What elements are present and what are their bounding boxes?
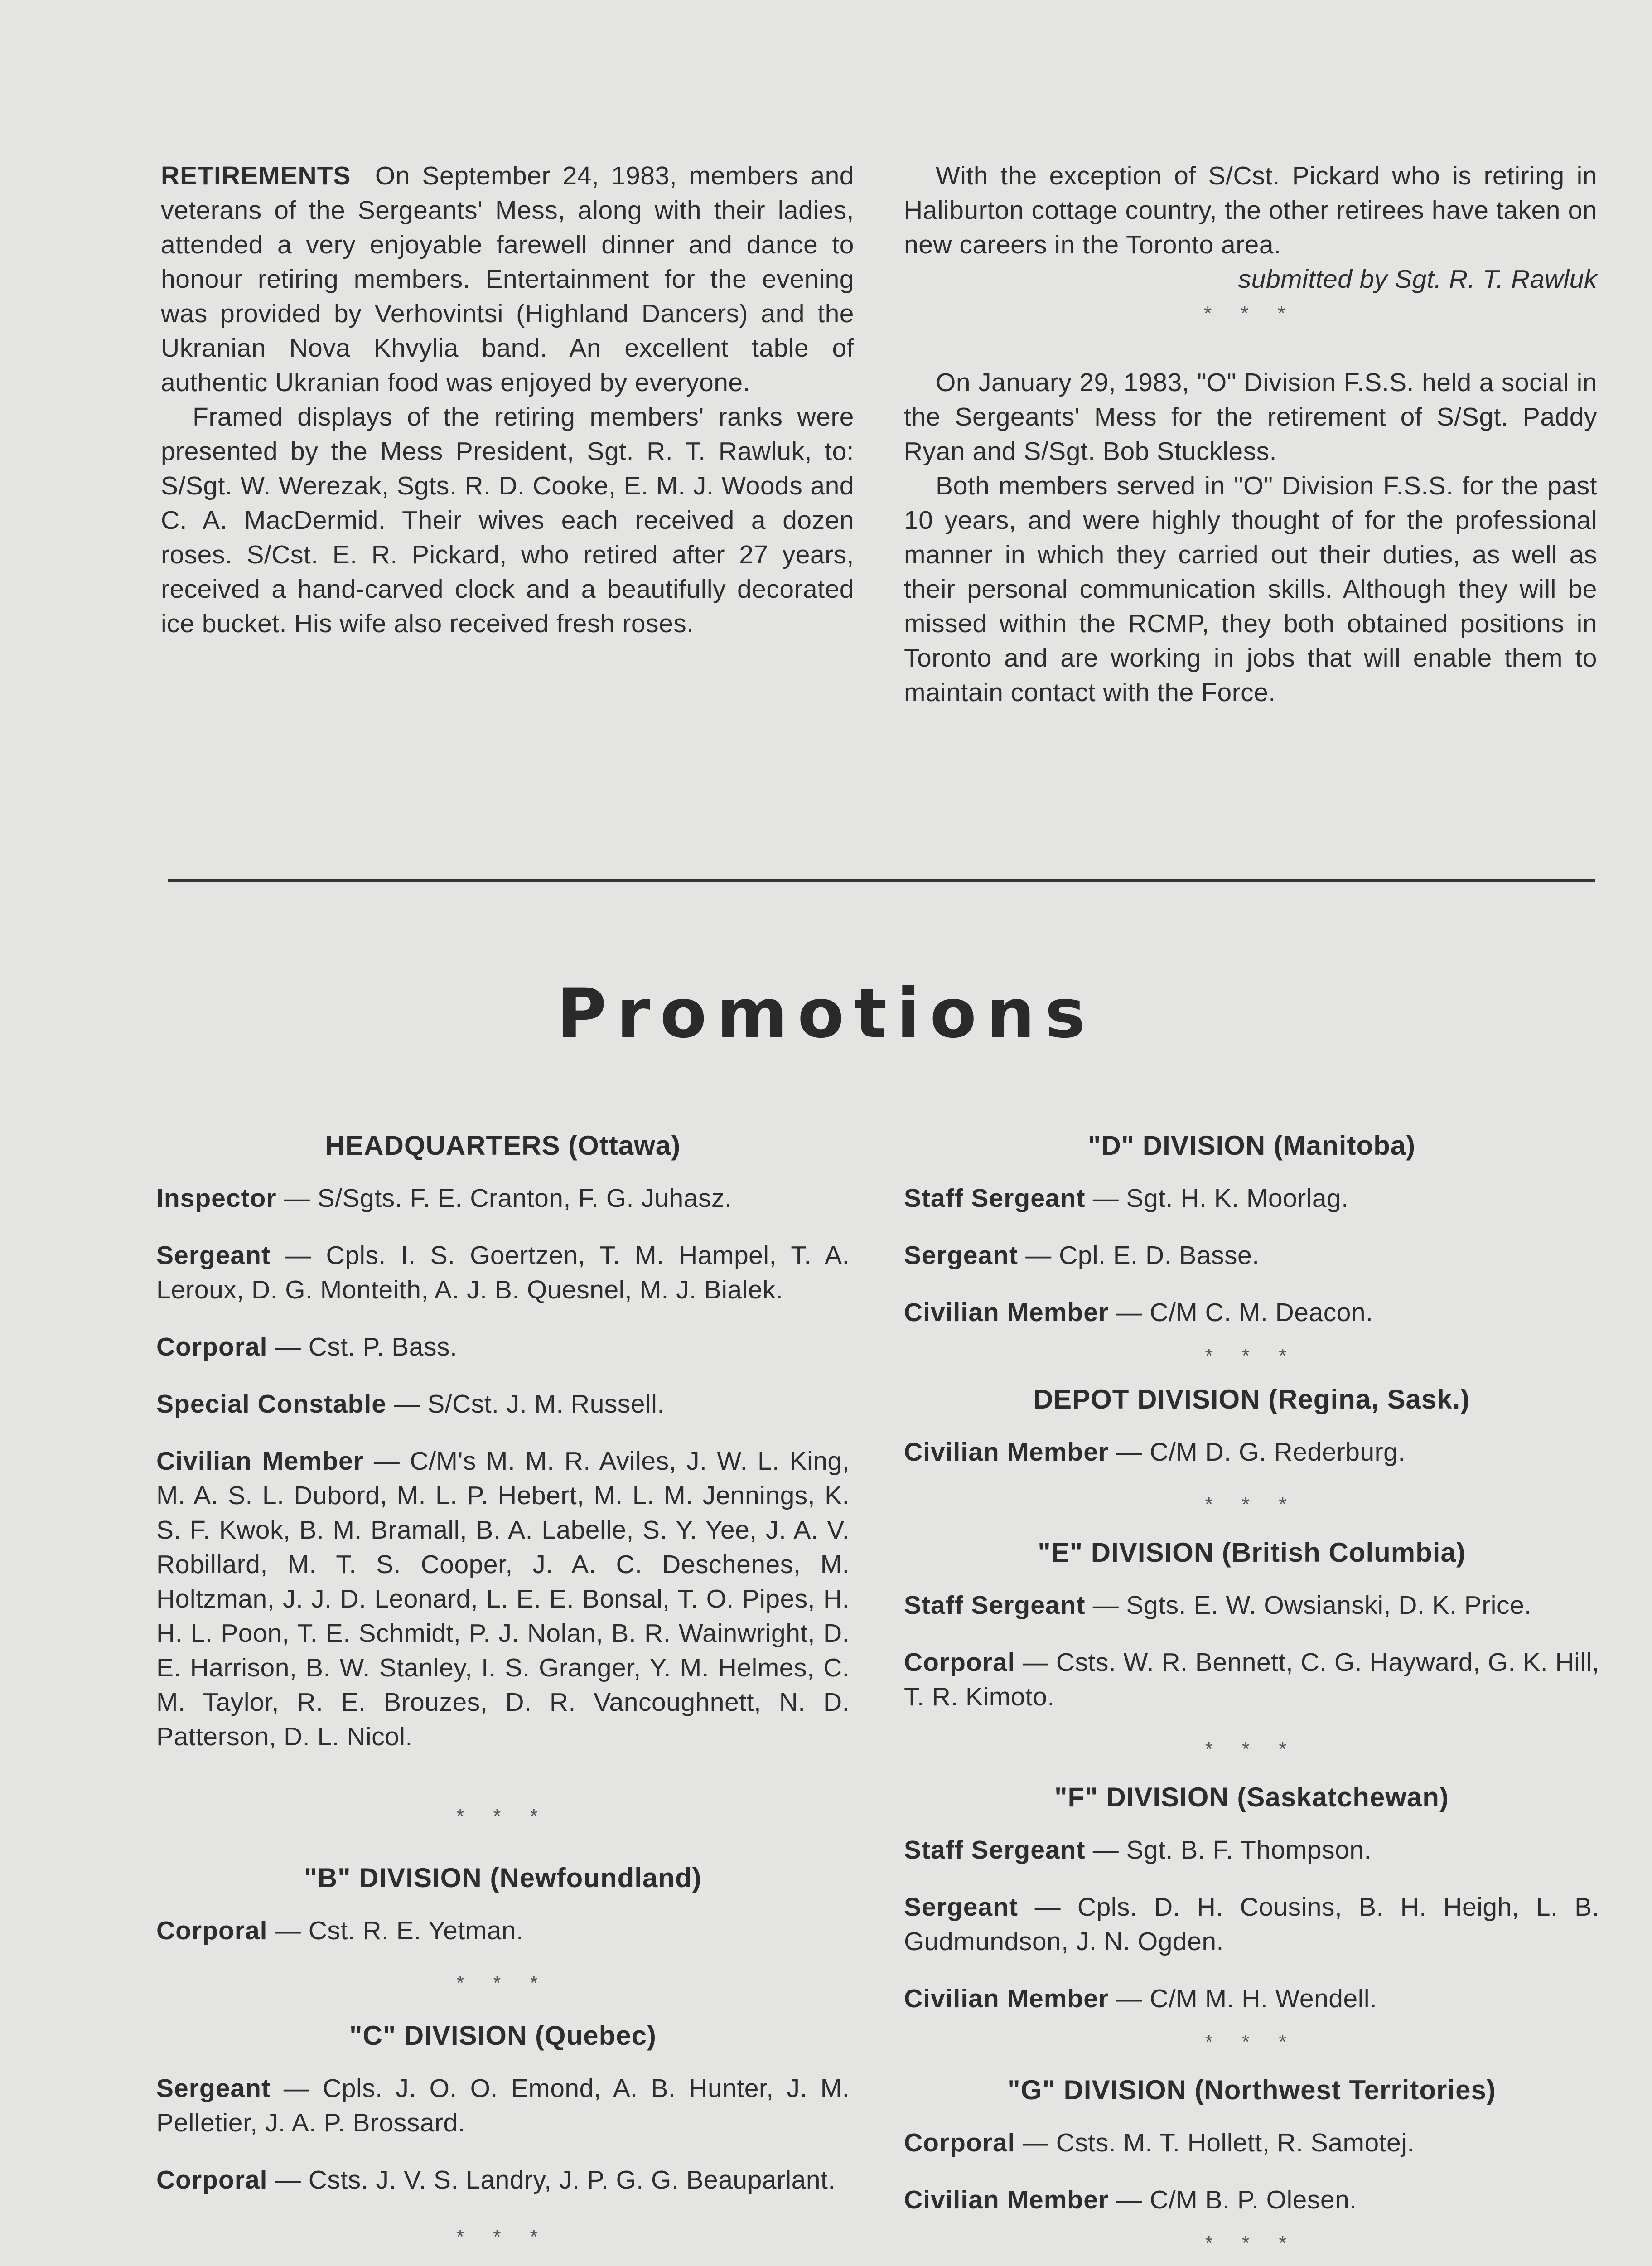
separator-stars: * * * [1205,1738,1299,1760]
f-entry-staff-sergeant: Staff Sergeant — Sgt. B. F. Thompson. [904,1835,1372,1864]
separator-stars: * * * [1205,2031,1299,2053]
c-entry-sergeant: Sergeant — Cpls. J. O. O. Emond, A. B. Hunter, J. M. Pelletier, J. A. P. Brossard. [156,2074,850,2137]
separator-stars: * * * [1205,2232,1299,2254]
f-entry-sergeant: Sergeant — Cpls. D. H. Cousins, B. H. Heigh, L. B. Gudmundson, J. N. Ogden. [904,1893,1599,1956]
f-division-heading: "F" DIVISION (Saskatchewan) [1054,1782,1449,1812]
promotions-title: Promotions [556,974,1096,1053]
depot-division-heading: DEPOT DIVISION (Regina, Sask.) [1033,1384,1470,1414]
d-entry-sergeant: Sergeant — Cpl. E. D. Basse. [904,1241,1260,1270]
hq-entry-corporal: Corporal — Cst. P. Bass. [156,1332,458,1361]
e-division-heading: "E" DIVISION (British Columbia) [1038,1537,1466,1568]
separator-stars: * * * [1205,1345,1299,1367]
d-division-heading: "D" DIVISION (Manitoba) [1087,1130,1416,1161]
separator-stars: * * * [1204,302,1297,324]
e-entry-corporal: Corporal — Csts. W. R. Bennett, C. G. Hayward, G. K. Hill, T. R. Kimoto. [904,1648,1599,1711]
separator-stars: * * * [456,2226,550,2248]
d-entry-staff-sergeant: Staff Sergeant — Sgt. H. K. Moorlag. [904,1184,1349,1213]
separator-stars: * * * [456,1805,550,1827]
promotions-left-column [156,1128,850,2266]
retirements-lead: RETIREMENTS [161,161,351,190]
separator-stars: * * * [456,1972,550,1994]
separator-stars: * * * [1205,1493,1299,1516]
g-entry-civilian-member: Civilian Member — C/M B. P. Olesen. [904,2185,1357,2214]
g-entry-corporal: Corporal — Csts. M. T. Hollett, R. Samotej. [904,2128,1415,2157]
hq-heading: HEADQUARTERS (Ottawa) [325,1130,681,1161]
depot-entry-civilian-member: Civilian Member — C/M D. G. Rederburg. [904,1438,1406,1467]
hq-entry-civilian-member: Civilian Member — C/M's M. M. R. Aviles, J. W. L. King, M. A. S. L. Dubord, M. L. P. Hebert, M. L. M. Jennings, K. S. F. Kwok, B. M. Bramall, B. A. Labelle, S. Y. Yee, J. A. V. Robillard, M. T. S. Cooper, J. A. C. Deschenes, M. Holtzman, J. J. D. Leonard, L. E. E. Bonsal, T. O. Pipes, H. H. L. Poon, T. E. Schmidt, P. J. Nolan, B. R. Wainwright, D. E. Harrison, B. W. Stanley, I. S. Granger, Y. M. Helmes, C. M. Taylor, R. E. Brouzes, D. R. Vancoughnett, N. D. Patterson, D. L. Nicol. [156,1447,850,1751]
f-entry-civilian-member: Civilian Member — C/M M. H. Wendell. [904,1984,1377,2013]
g-division-heading: "G" DIVISION (Northwest Territories) [1007,2075,1496,2105]
d-entry-civilian-member: Civilian Member — C/M C. M. Deacon. [904,1298,1373,1327]
retirements-paragraph-5: Both members served in "O" Division F.S.S. for the past 10 years, and were highly thought of for the professional manner in which they carried out their duties, as well as their personal communication skills. Although they will be missed within the RCMP, they both obtained positions in Toronto and are working in jobs that will enable them to maintain contact with the Force. [904,471,1597,707]
c-division-heading: "C" DIVISION (Quebec) [349,2020,657,2051]
retirements-paragraph-3: With the exception of S/Cst. Pickard who is retiring in Haliburton cottage country, the other retirees have taken on new careers in the Toronto area. submitted by Sgt. R. T. Rawluk [904,159,1597,262]
c-entry-corporal: Corporal — Csts. J. V. S. Landry, J. P. G. G. Beauparlant. [156,2165,836,2194]
b-entry-corporal: Corporal — Cst. R. E. Yetman. [156,1916,524,1945]
hq-entry-inspector: Inspector — S/Sgts. F. E. Cranton, F. G. Juhasz. [156,1184,732,1213]
promotions-right-column [904,1128,1599,2266]
hq-entry-special-constable: Special Constable — S/Cst. J. M. Russell. [156,1390,665,1419]
b-division-heading: "B" DIVISION (Newfoundland) [304,1863,702,1893]
e-entry-staff-sergeant: Staff Sergeant — Sgts. E. W. Owsianski, D. K. Price. [904,1591,1532,1620]
retirements-paragraph-4: On January 29, 1983, "O" Division F.S.S. held a social in the Sergeants' Mess for the retirement of S/Sgt. Paddy Ryan and S/Sgt. Bob Stuckless. [904,368,1597,466]
retirements-right-column [904,159,1597,710]
section-divider [168,879,1595,882]
hq-entry-sergeant: Sergeant — Cpls. I. S. Goertzen, T. M. Hampel, T. A. Leroux, D. G. Monteith, A. J. B. Quesnel, M. J. Bialek. [156,1241,850,1304]
retirements-paragraph-1: RETIREMENTS On September 24, 1983, members and veterans of the Sergeants' Mess, along with their ladies, attended a very enjoyable farewell dinner and dance to honour retiring members. Entertainment for the evening was provided by Verhovintsi (Highland Dancers) and the Ukranian Nova Khvylia band. An excellent table of authentic Ukranian food was enjoyed by everyone. [161,161,854,397]
retirements-paragraph-2: Framed displays of the retiring members' ranks were presented by the Mess President, Sgt. R. T. Rawluk, to: S/Sgt. W. Werezak, Sgts. R. D. Cooke, E. M. J. Woods and C. A. MacDermid. Their wives each received a dozen roses. S/Cst. E. R. Pickard, who retired after 27 years, received a hand-carved clock and a beautifully decorated ice bucket. His wife also received fresh roses. [161,402,854,638]
retirements-left-column [161,159,854,641]
retirements-signature: submitted by Sgt. R. T. Rawluk [1238,265,1597,294]
